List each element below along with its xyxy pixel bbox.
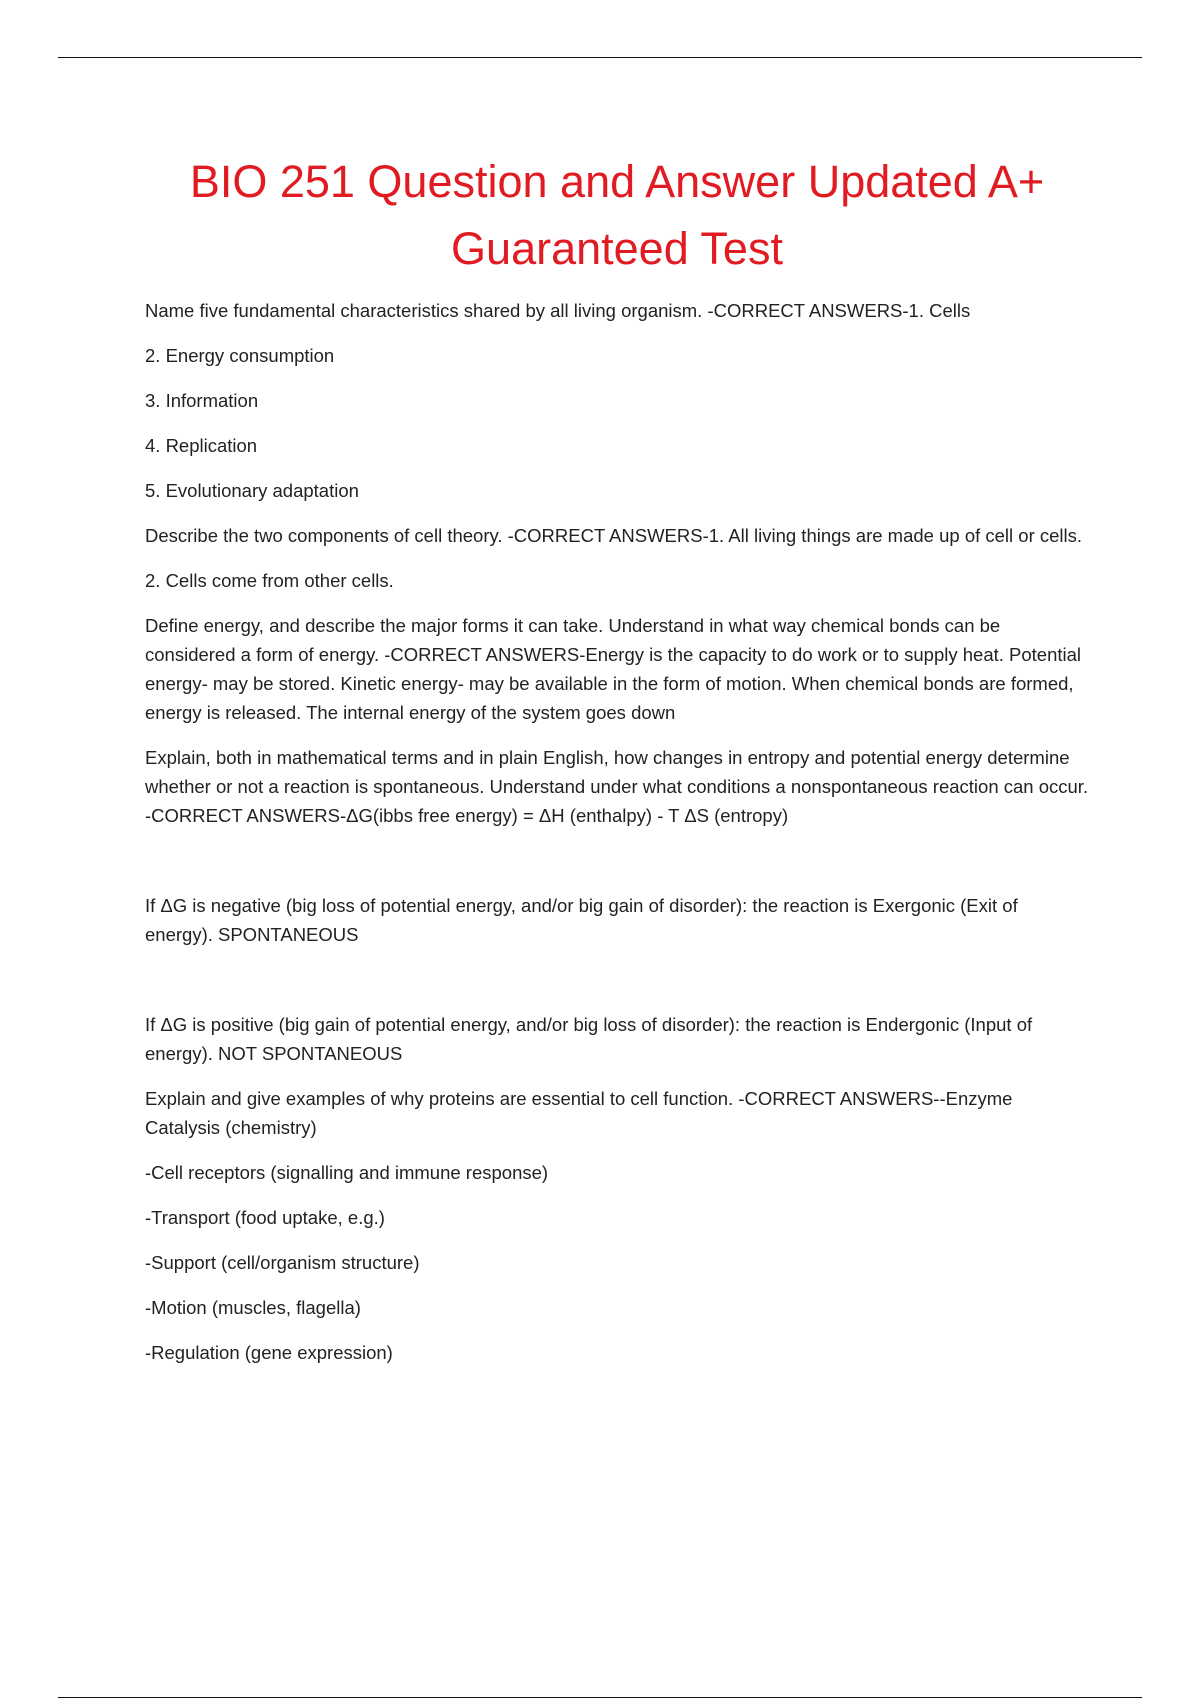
- paragraph: 5. Evolutionary adaptation: [145, 480, 359, 501]
- paragraph: 2. Energy consumption: [145, 345, 335, 366]
- title-line-2: Guaranteed Test: [451, 223, 783, 274]
- paragraph: -Motion (muscles, flagella): [145, 1297, 361, 1318]
- paragraph: Describe the two components of cell theory. -CORRECT ANSWERS-1. All living things are made up of cell or cells.: [145, 525, 1083, 546]
- paragraph: -Support (cell/organism structure): [145, 1252, 420, 1273]
- paragraph: If ΔG is negative (big loss of potential energy, and/or big gain of disorder): the reaction is Exergonic (Exit of energy). SPONTANEOUS: [145, 895, 1018, 945]
- paragraph: 3. Information: [145, 390, 259, 411]
- document-title: [100, 148, 1134, 282]
- paragraph: 2. Cells come from other cells.: [145, 570, 394, 591]
- paragraph: Explain, both in mathematical terms and in plain English, how changes in entropy and potential energy determine whether or not a reaction is spontaneous. Understand under what conditions a nonspontaneous reaction can occur. -CORRECT ANSWERS-ΔG(ibbs free energy) = ΔH (enthalpy) - T ΔS (entropy): [145, 747, 1089, 826]
- bottom-divider: [58, 1697, 1142, 1698]
- paragraph: -Regulation (gene expression): [145, 1342, 393, 1363]
- paragraph: Explain and give examples of why proteins are essential to cell function. -CORRECT ANSWERS--Enzyme Catalysis (chemistry): [145, 1088, 1013, 1138]
- top-divider: [58, 57, 1142, 58]
- paragraph: Name five fundamental characteristics shared by all living organism. -CORRECT ANSWERS-1. Cells: [145, 300, 971, 321]
- paragraph: If ΔG is positive (big gain of potential energy, and/or big loss of disorder): the reaction is Endergonic (Input of energy). NOT SPONTANEOUS: [145, 1014, 1033, 1064]
- paragraph: -Cell receptors (signalling and immune response): [145, 1162, 549, 1183]
- paragraph: Define energy, and describe the major forms it can take. Understand in what way chemical bonds can be considered a form of energy. -CORRECT ANSWERS-Energy is the capacity to do work or to supply heat. Potential energy- may be stored. Kinetic energy- may be available in the form of motion. When chemical bonds are formed, energy is released. The internal energy of the system goes down: [145, 615, 1082, 723]
- document-body: [145, 296, 1090, 1367]
- paragraph: -Transport (food uptake, e.g.): [145, 1207, 385, 1228]
- title-line-1: BIO 251 Question and Answer Updated A+: [189, 156, 1045, 207]
- paragraph: 4. Replication: [145, 435, 258, 456]
